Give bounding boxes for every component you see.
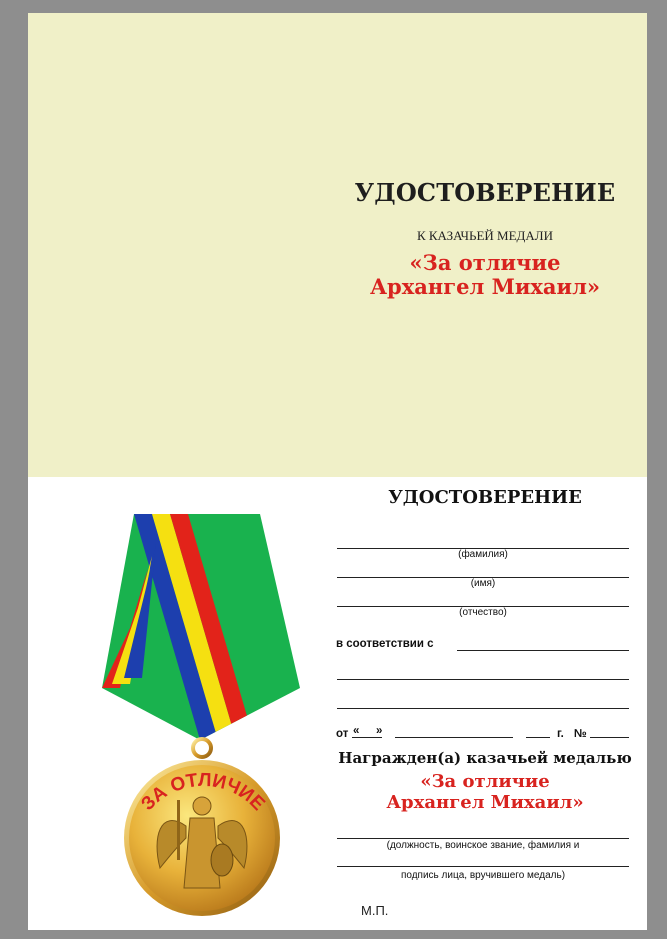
inner-title: УДОСТОВЕРЕНИЕ <box>388 487 582 508</box>
awarded-text: Награжден(а) казачьей медалью <box>338 749 632 767</box>
inner-award-name <box>330 771 640 813</box>
patronymic-caption: (отчество) <box>459 607 507 618</box>
number-line[interactable] <box>590 737 629 738</box>
cover-award-name <box>330 251 640 299</box>
date-open-quote: « <box>353 725 360 737</box>
number-sign: № <box>574 728 587 740</box>
cover-subtitle: К КАЗАЧЬЕЙ МЕДАЛИ <box>416 228 554 243</box>
date-from-label: от <box>336 728 349 740</box>
signer-caption-1: (должность, воинское звание, фамилия и <box>386 840 580 851</box>
signer-line-2[interactable] <box>337 866 629 867</box>
medal-ring <box>193 739 211 757</box>
date-close-quote: » <box>376 725 383 737</box>
signer-line-1[interactable] <box>337 838 629 839</box>
name-caption: (имя) <box>470 578 496 589</box>
medal-inscription: ЗА ОТЛИЧИЕ <box>137 769 269 815</box>
year-line[interactable] <box>526 737 550 738</box>
accordance-label: в соответствии с <box>336 638 434 650</box>
cover-title: УДОСТОВЕРЕНИЕ <box>354 178 616 207</box>
certificate-cover <box>28 13 647 477</box>
day-line[interactable] <box>352 737 382 738</box>
surname-caption: (фамилия) <box>458 549 508 560</box>
month-line[interactable] <box>395 737 513 738</box>
signer-caption-2: подпись лица, вручившего медаль) <box>400 870 566 881</box>
ribbon <box>90 508 315 748</box>
medal-illustration <box>90 508 315 918</box>
inner-award-line-1: «За отличие <box>420 771 550 792</box>
accordance-line[interactable] <box>457 650 629 651</box>
inner-award-line-2: Архангел Михаил» <box>386 792 584 813</box>
accordance-line-3[interactable] <box>337 708 629 709</box>
accordance-line-2[interactable] <box>337 679 629 680</box>
cover-award-line-1: «За отличие <box>409 250 561 275</box>
stamp-place-label: М.П. <box>361 903 389 918</box>
cover-award-line-2: Архангел Михаил» <box>369 274 601 299</box>
year-suffix: г. <box>557 728 564 740</box>
